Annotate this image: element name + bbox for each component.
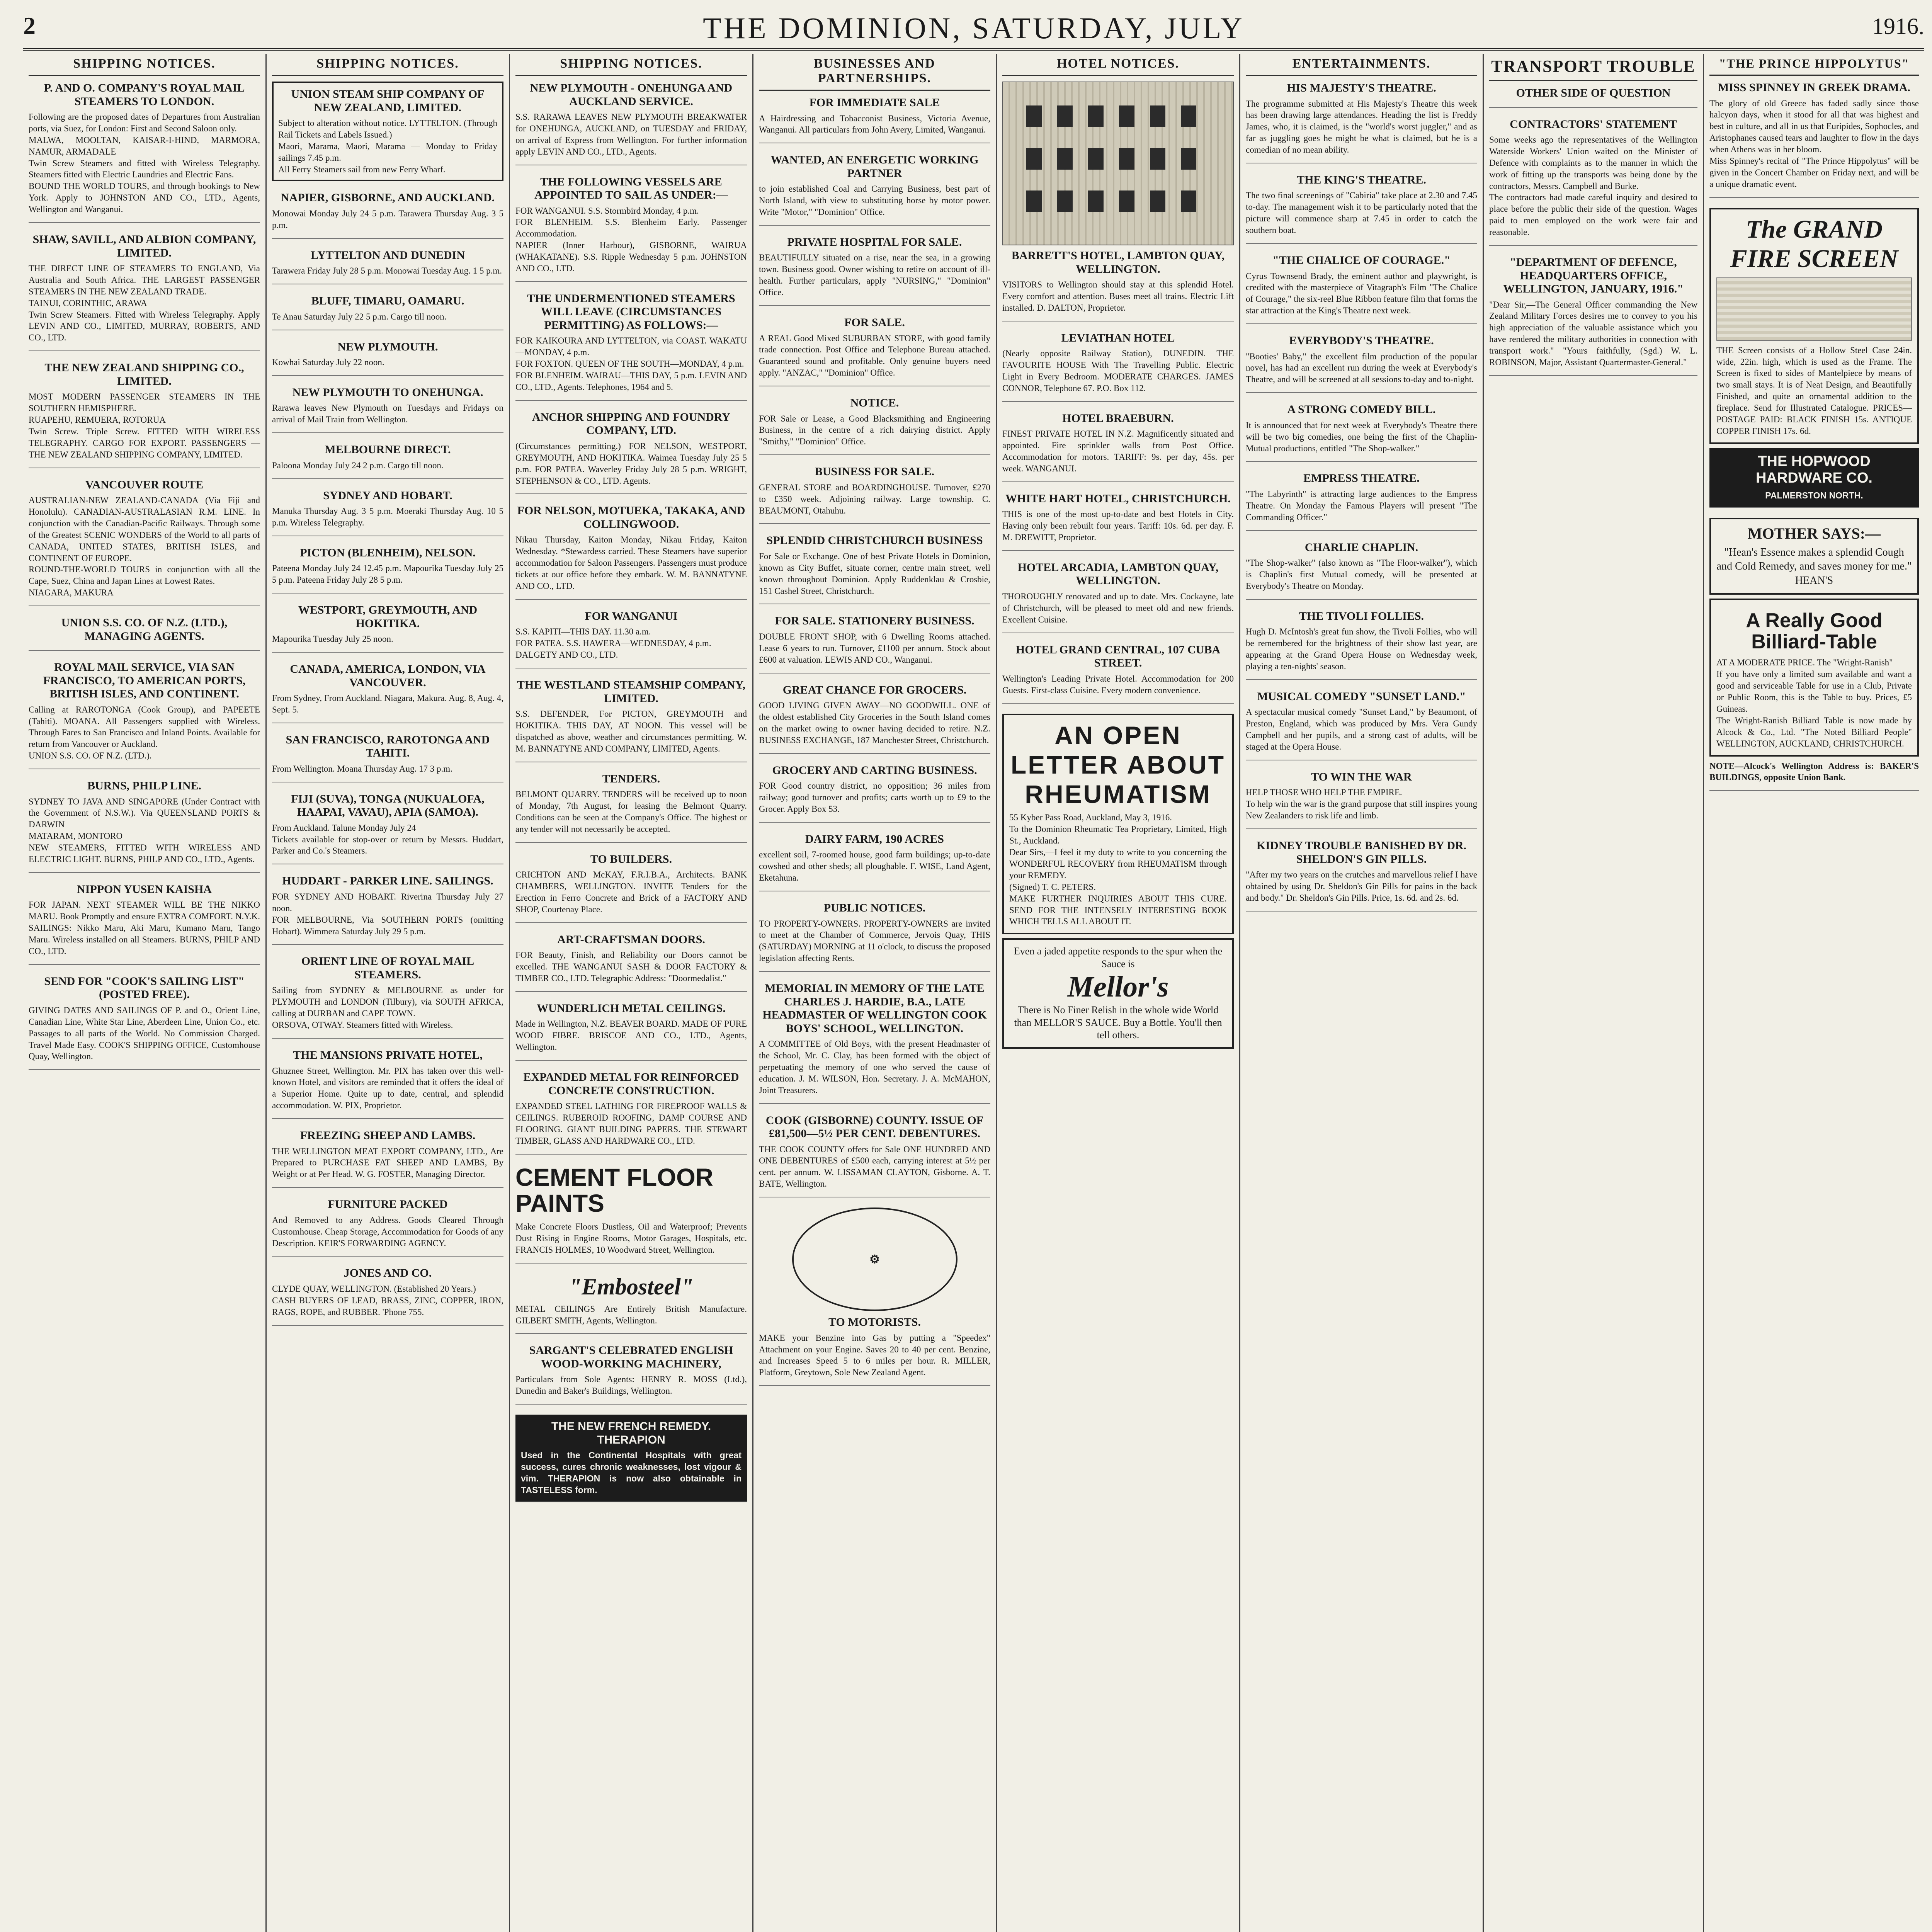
ad-item (759, 1208, 990, 1386)
column-heading: ENTERTAINMENTS. (1246, 54, 1477, 76)
embosteel-logo: "Embosteel" (568, 1274, 694, 1299)
ad-text: From Wellington. Moana Thursday Aug. 17 3 p.m. (272, 764, 452, 774)
ad-heading: MELBOURNE DIRECT. (325, 443, 451, 456)
ad-heading: BARRETT'S HOTEL, LAMBTON QUAY, WELLINGTON. (1011, 249, 1225, 276)
ad-item (29, 233, 260, 351)
article-text: Cyrus Townsend Brady, the eminent author and playwright, is credited with the masterpiece of Vitagraph's Film "The Chalice of Courage," the six-reel Blue Ribbon feature film that forms the star attraction at the King's Theatre next week. (1246, 271, 1477, 316)
article-item (1246, 610, 1477, 680)
ad-text: Mapourika Tuesday July 25 noon. (272, 634, 393, 644)
ad-text: DOUBLE FRONT SHOP, with 6 Dwelling Rooms attached. Lease 6 years to run. Turnover, £1100 per annum. Stock about £600 at valuation. LEWIS AND CO., Wanganui. (759, 631, 990, 665)
ad-item (29, 616, 260, 651)
ad-item (759, 1114, 990, 1198)
ad-heading: SPLENDID CHRISTCHURCH BUSINESS (766, 534, 983, 547)
column-6 (1240, 54, 1484, 1932)
ad-text: AT A MODERATE PRICE. The "Wright-Ranish" If you have only a limited sum available and want a good and serviceable Table for use in a Club, Private or Public Room, this is the Table to buy. Prices, £5 Guineas. The Wright-Ranish Billiard Table is now made by Alcock & Co., Ltd. "The Noted Billiard People" WELLINGTON, AUCKLAND, CHRISTCHURCH. (1716, 658, 1912, 748)
ad-text: And Removed to any Address. Goods Cleared Through Customhouse. Cheap Storage, Accommodation for Goods of any Description. KEIR'S FORWARDING AGENCY. (272, 1215, 503, 1248)
ad-heading: FIJI (SUVA), TONGA (NUKUALOFA, HAAPAI, VAVAU), APIA (SAMOA). (291, 792, 485, 819)
ad-item (759, 153, 990, 226)
article-heading: A STRONG COMEDY BILL. (1287, 403, 1436, 416)
ad-heading: PICTON (BLENHEIM), NELSON. (300, 546, 476, 559)
ad-text: For Sale or Exchange. One of best Private Hotels in Dominion, known as City Buffet, situate corner, centre main street, well known throughout Dominion. Apply Ruddenklau & Crosbie, 151 Cashel Street, Christchurch. (759, 551, 990, 596)
article-heading: THE KING'S THEATRE. (1297, 173, 1426, 186)
ad-text: BELMONT QUARRY. TENDERS will be received up to noon of Monday, 7th August, for leasing the Belmont Quarry. Conditions can be seen at the Company's Office. The highest or any tender will not necessarily be accepted. (515, 789, 747, 834)
article-text: Hugh D. McIntosh's great fun show, the Tivoli Follies, who will be remembered for the brightness of their show last year, are appearing at the Grand Opera House on Wednesday week, playing a ten-nights' season. (1246, 627, 1477, 671)
ad-text: MAKE your Benzine into Gas by putting a "Speedex" Attachment on your Engine. Saves 20 to 40 per cent. Benzine, and Increases Speed 5 to 6 miles per hour. R. MILLER, Platform, Greytown, Sole New Zealand Agent. (759, 1333, 990, 1378)
ad-item (29, 361, 260, 468)
column-heading: TRANSPORT TROUBLE (1489, 54, 1697, 81)
ad-text: FOR SYDNEY AND HOBART. Riverina Thursday July 27 noon. FOR MELBOURNE, Via SOUTHERN PORTS (omitting Hobart). Wimmera Saturday July 29 5 p.m. (272, 891, 503, 936)
ad-text: CRICHTON AND McKAY, F.R.I.B.A., Architects. BANK CHAMBERS, WELLINGTON. INVITE Tenders for the Erection in Ferro Concrete and Brick of a FACTORY AND SHOP, Courtenay Place. (515, 870, 747, 914)
ad-heading: NEW PLYMOUTH - ONEHUNGA AND AUCKLAND SERVICE. (530, 82, 733, 108)
ad-text: TO PROPERTY-OWNERS. PROPERTY-OWNERS are invited to meet at the Chamber of Commerce, Jervois Quay, THIS (SATURDAY) MORNING at 11 o'clock, to discuss the proposed legislation affecting Rents. (759, 918, 990, 963)
ad-heading: NEW PLYMOUTH. (337, 340, 438, 353)
ad-text: Particulars from Sole Agents: HENRY R. MOSS (Ltd.), Dunedin and Baker's Buildings, Wellington. (515, 1374, 747, 1396)
ad-item (272, 443, 503, 479)
ad-text: Sailing from SYDNEY & MELBOURNE as under for PLYMOUTH and LONDON (Tilbury), via SOUTH AFRICA, calling at DURBAN and CAPE TOWN. ORSOVA, OTWAY. Steamers fitted with Wireless. (272, 985, 503, 1030)
column-heading: SHIPPING NOTICES. (29, 54, 260, 76)
ad-text: Calling at RAROTONGA (Cook Group), and PAPEETE (Tahiti). MOANA. All Passengers supplied with Wireless. Through Fares to San Francisco and Inland Points. Available for return from Vancouver or Auckland. UNION S.S. CO. OF N.Z. (LTD.). (29, 704, 260, 761)
rheumatism-headline: AN OPEN LETTER ABOUT RHEUMATISM (1010, 721, 1226, 809)
article-item (1489, 118, 1697, 246)
ad-text: (Circumstances permitting.) FOR NELSON, WESTPORT, GREYMOUTH, AND HOKITIKA. Waimea Tuesday July 25 5 p.m. FOR PATEA. Waverley Friday July 28 5 p.m. WRIGHT, STEPHENSON & CO., LTD. Agents. (515, 441, 747, 486)
ad-item (759, 982, 990, 1104)
ad-item (272, 1267, 503, 1325)
ad-item (515, 772, 747, 843)
ad-item (29, 883, 260, 965)
column-7 (1484, 54, 1704, 1932)
column-heading: "THE PRINCE HIPPOLYTUS" (1709, 54, 1919, 76)
column-1 (23, 54, 267, 1932)
ad-item (29, 779, 260, 873)
ad-heading: NEW PLYMOUTH TO ONEHUNGA. (292, 386, 483, 399)
article-heading: MUSICAL COMEDY "SUNSET LAND." (1257, 690, 1466, 703)
ad-item (1002, 332, 1234, 402)
ad-item (272, 793, 503, 865)
ad-item (759, 901, 990, 972)
ad-text: excellent soil, 7-roomed house, good farm buildings; up-to-date cowshed and other sheds; all ploughable. F. WISE, Land Agent, Eketahuna. (759, 850, 990, 883)
article-text: A spectacular musical comedy "Sunset Land," by Beaumont, of Preston, England, which was produced by Mrs. Vera Gundy Campbell and her pupils, and a strong cast of adults, will be staged at the Opera House. (1246, 707, 1477, 752)
ad-heading: FURNITURE PACKED (328, 1198, 448, 1211)
article-text: Some weeks ago the representatives of the Wellington Waterside Workers' Union waited on the Minister of Defence with complaints as to the manner in which the work of fitting up the transports was being done by the contractors, Messrs. Campbell and Burke. The contractors had made careful inquiry and desired to place before the public their side of the question. Wages paid to men employed on the work were fair and reasonable. (1489, 135, 1697, 237)
article-item (1246, 839, 1477, 912)
ad-text: S.S. DEFENDER, For PICTON, GREYMOUTH and HOKITIKA. THIS DAY, AT NOON. This vessel will be dispatched as above, weather and circumstances permitting. W. M. BANNATYNE AND COMPANY, LIMITED, Agents. (515, 709, 747, 753)
ad-text: EXPANDED STEEL LATHING FOR FIREPROOF WALLS & CEILINGS. RUBEROID ROOFING, DAMP COURSE AND FLOORING. GIANT BUILDING PAPERS. THE STEWART TIMBER, GLASS AND HARDWARE CO., LTD. (515, 1101, 747, 1146)
ad-item (759, 833, 990, 891)
ad-heading: HOTEL BRAEBURN. (1062, 412, 1174, 425)
article-text: "After my two years on the crutches and marvellous relief I have obtained by using Dr. Sheldon's Gin Pills for pains in the back and body." Dr. Sheldon's Gin Pills. Price, 1s. 6d. and 2s. 6d. (1246, 870, 1477, 903)
column-8 (1704, 54, 1924, 1932)
ad-heading: SARGANT'S CELEBRATED ENGLISH WOOD-WORKING MACHINERY, (529, 1344, 733, 1370)
article-item (1246, 403, 1477, 462)
ad-text: S.S. RARAWA LEAVES NEW PLYMOUTH BREAKWATER for ONEHUNGA, AUCKLAND, on TUESDAY and FRIDAY, on arrival of Express from Wellington. For further information apply LEVIN AND CO., LTD., Agents. (515, 112, 747, 156)
ad-text: Monowai Monday July 24 5 p.m. Tarawera Thursday Aug. 3 5 p.m. (272, 208, 503, 230)
fire-screen-ad (1709, 208, 1919, 444)
article-item (1489, 87, 1697, 108)
ad-item (272, 874, 503, 945)
ad-heading: EXPANDED METAL FOR REINFORCED CONCRETE CONSTRUCTION. (523, 1071, 739, 1097)
ad-heading: ROYAL MAIL SERVICE, VIA SAN FRANCISCO, TO AMERICAN PORTS, BRITISH ISLES, AND CONTINENT. (43, 661, 246, 701)
hopwood-hardware-banner (1709, 448, 1919, 508)
article-heading: CHARLIE CHAPLIN. (1304, 541, 1418, 554)
ad-heading: MOTHER SAYS:— (1747, 525, 1881, 543)
ad-text: THE Screen consists of a Hollow Steel Case 24in. wide, 22in. high, which is used as the Frame. The Screen is fixed to sides of Mantelpiece by means of two small stays. It is of Neat Design, and Beautifully Finished, and quite an ornamental addition to the fireplace. Send for Illustrated Catalogue. PRICES—POSTAGE PAID: BLACK FINISH 15s. ANTIQUE COPPER FINISH 17s. 6d. (1716, 345, 1912, 436)
ad-heading: THE UNDERMENTIONED STEAMERS WILL LEAVE (CIRCUMSTANCES PERMITTING) AS FOLLOWS:— (527, 292, 735, 332)
ad-text: AUSTRALIAN-NEW ZEALAND-CANADA (Via Fiji and Honolulu). CANADIAN-AUSTRALASIAN R.M. LINE. In conjunction with the Canadian-Pacific Railways. Through some of the Greatest SCENIC WONDERS of the World to all parts of CANADA, UNITED STATES, BRITISH ISLES, and CONTINENT OF EUROPE. ROUND-THE-WORLD TOURS in conjunction with all the Cape, Suez, China and Japan Lines at Lowest Rates. NIAGARA, MAKURA (29, 495, 260, 598)
ad-heading: GREAT CHANCE FOR GROCERS. (782, 683, 967, 696)
ad-text: Made in Wellington, N.Z. BEAVER BOARD. MADE OF PURE WOOD FIBRE. BRISCOE AND CO., LTD., Agents, Wellington. (515, 1019, 747, 1052)
article-subheading: MISS SPINNEY IN GREEK DRAMA. (1718, 81, 1911, 94)
article-item (1246, 472, 1477, 531)
ad-text: Subject to alteration without notice. LYTTELTON. (Through Rail Tickets and Labels Issued.) Maori, Marama, Maori, Marama — Monday to Friday sailings 7.45 p.m. All Ferry Steamers sail from new Ferry Wharf. (278, 118, 497, 174)
ad-item (515, 679, 747, 762)
ad-item (29, 975, 260, 1070)
ad-heading: A Really Good Billiard-Table (1746, 609, 1883, 653)
ad-text: A COMMITTEE of Old Boys, with the present Headmaster of the School, Mr. C. Clay, has been formed with the object of perpetuating the memory of one who served the cause of education. J. M. WILSON, Hon. Secretary. J. A. McMAHON, Joint Treasurers. (759, 1039, 990, 1095)
masthead (23, 8, 1924, 51)
ad-heading: TO MOTORISTS. (828, 1316, 921, 1329)
ad-text: THE DIRECT LINE OF STEAMERS TO ENGLAND, Via Australia and South Africa. THE LARGEST PASSENGER STEAMERS IN THE NEW ZEALAND TRADE. TAINUI, CORINTHIC, ARAWA Twin Screw Steamers. Fitted with Wireless Telegraphy. Apply LEVIN AND CO., LIMITED, MURRAY, ROBERTS, AND CO., LTD. (29, 264, 260, 343)
ad-heading: PRIVATE HOSPITAL FOR SALE. (787, 235, 962, 248)
carburettor-illustration: ⚙ (792, 1208, 957, 1311)
ad-item (759, 764, 990, 823)
article-text: The glory of old Greece has faded sadly since those halcyon days, when it stood for all that was highest and best in culture, and all in us that Euripides, Sophocles, and Aristophanes caused tears and laughter to flow in the days when Athens was in her bloom. Miss Spinney's recital of "The Prince Hippolytus" will be given in the Concert Chamber on Friday next, and will be a unique dramatic event. (1709, 98, 1919, 189)
ad-heading: JONES AND CO. (344, 1267, 432, 1280)
article-text: "The Labyrinth" is attracting large audiences to the Empress Theatre. On Monday the Famous Players will present "The Commanding Officer." (1246, 489, 1477, 522)
ad-text: Following are the proposed dates of Departures from Australian ports, via Suez, for London: First and Second Saloon only. MALWA, MOOLTAN, KAISAR-I-HIND, MARMORA, NAMUR, ARMADALE Twin Screw Steamers and fitted with Wireless Telegraphy. Steamers fitted with Electric Laundries and Electric Fans. BOUND THE WORLD TOURS, and through bookings to New York. Apply to JOHNSTON AND CO., LTD., Agents, Wellington and Wanganui. (29, 112, 260, 214)
ad-heading: HOTEL ARCADIA, LAMBTON QUAY, WELLINGTON. (1017, 561, 1219, 587)
ad-item (515, 1274, 747, 1334)
ad-heading: ART-CRAFTSMAN DOORS. (557, 933, 705, 946)
column-heading: BUSINESSES AND PARTNERSHIPS. (759, 54, 990, 91)
article-heading: EVERYBODY'S THEATRE. (1289, 334, 1434, 347)
ad-text: to join established Coal and Carrying Business, best part of North Island, with view to substituting horse by motor power. Write "Motor," "Dominion" Office. (759, 184, 990, 217)
article-heading: KIDNEY TROUBLE BANISHED BY DR. SHELDON'S GIN PILLS. (1256, 839, 1467, 866)
article-heading: EMPRESS THEATRE. (1303, 472, 1420, 485)
column-2 (267, 54, 510, 1932)
column-3 (510, 54, 753, 1932)
column-5 (997, 54, 1240, 1932)
ad-text: Kowhai Saturday July 22 noon. (272, 357, 384, 367)
ad-text: CLYDE QUAY, WELLINGTON. (Established 20 Years.) CASH BUYERS OF LEAD, BRASS, ZINC, COPPER, IRON, RAGS, ROPE, and RUBBER. 'Phone 755. (272, 1284, 503, 1317)
ad-item (759, 614, 990, 673)
column-4 (753, 54, 997, 1932)
ad-heading: WANTED, AN ENERGETIC WORKING PARTNER (770, 153, 979, 180)
page-number: 2 (23, 12, 36, 39)
ad-item (272, 82, 503, 181)
ad-item (1709, 760, 1919, 791)
ad-heading: ORIENT LINE OF ROYAL MAIL STEAMERS. (301, 955, 474, 981)
ad-text: SYDNEY TO JAVA AND SINGAPORE (Under Contract with the Government of N.S.W.). Via QUEENSLAND PORTS & DARWIN MATARAM, MONTORO NEW STEAMERS, FITTED WITH WIRELESS AND ELECTRIC LIGHT. BURNS, PHILP AND CO., LTD., Agents. (29, 796, 260, 864)
ad-heading: WESTPORT, GREYMOUTH, AND HOKITIKA. (298, 604, 478, 630)
article-text: "Booties' Baby," the excellent film production of the popular novel, has had an excellent run during the week at Everybody's Theatre, and will be screened at all sessions to-day and to-night. (1246, 351, 1477, 384)
ad-item (1002, 643, 1234, 704)
ad-text: VISITORS to Wellington should stay at this splendid Hotel. Every comfort and attention. Buses meet all trains. Electric Lift installed. D. DALTON, Proprietor. (1002, 280, 1234, 313)
article-item (1246, 254, 1477, 324)
article-text: It is announced that for next week at Everybody's Theatre there will be two big comedies, one being the first of the Chaplin-Mutual productions, entitled "The Shop-walker." (1246, 420, 1477, 453)
article-text: HELP THOSE WHO HELP THE EMPIRE. To help win the war is the grand purpose that still inspires young New Zealanders to risk life and limb. (1246, 787, 1477, 821)
ad-item (272, 733, 503, 782)
ad-item (1002, 82, 1234, 321)
billiard-table-ad (1709, 599, 1919, 756)
ad-text: A Hairdressing and Tobacconist Business, Victoria Avenue, Wanganui. All particulars from John Avery, Limited, Wanganui. (759, 113, 990, 135)
ad-item (515, 1344, 747, 1405)
article-item (1246, 770, 1477, 829)
ad-item (515, 1002, 747, 1061)
ad-item (759, 534, 990, 604)
article-text: The two final screenings of "Cabiria" take place at 2.30 and 7.45 to-day. The management wish it to be particularly noted that the picture will commence sharp at 7.45 in order to catch the southern boat. (1246, 190, 1477, 235)
ad-item (515, 411, 747, 495)
ad-heading: COOK (GISBORNE) COUNTY. ISSUE OF £81,500—5½ PER CENT. DEBENTURES. (765, 1114, 984, 1140)
ad-heading: FOR SALE. (844, 316, 905, 329)
heans-essence-ad (1709, 518, 1919, 595)
ad-heading: UNION STEAM SHIP COMPANY OF NEW ZEALAND, LIMITED. (291, 88, 485, 114)
article-heading: TO WIN THE WAR (1311, 770, 1412, 783)
ad-text: From Auckland. Talune Monday July 24 Tickets available for stop-over or return by Messrs. Huddart, Parker and Co.'s Steamers. (272, 823, 503, 856)
ad-heading: THE NEW FRENCH REMEDY. THERAPION (551, 1420, 711, 1446)
ad-heading: MEMORIAL IN MEMORY OF THE LATE CHARLES J. HARDIE, B.A., LATE HEADMASTER OF WELLINGTON COOK BOYS' SCHOOL, WELLINGTON. (762, 982, 987, 1035)
ad-heading: FREEZING SHEEP AND LAMBS. (300, 1129, 476, 1142)
ad-item (759, 96, 990, 143)
article-subheading: OTHER SIDE OF QUESTION (1516, 87, 1671, 99)
ad-item (272, 191, 503, 238)
ad-heading: SYDNEY AND HOBART. (323, 489, 452, 502)
ad-item (1002, 561, 1234, 633)
ad-heading: THE WESTLAND STEAMSHIP COMPANY, LIMITED. (517, 679, 746, 705)
hotel-building-illustration (1002, 82, 1234, 245)
ad-heading: FOR SALE. STATIONERY BUSINESS. (775, 614, 975, 628)
ad-heading: Even a jaded appetite responds to the spur when the Sauce is (1014, 946, 1223, 969)
ad-item (272, 489, 503, 536)
ad-item (29, 478, 260, 607)
article-text: "The Shop-walker" (also known as "The Floor-walker"), which is Chaplin's first Mutual comedy, will be presented at Everybody's Theatre on Monday. (1246, 558, 1477, 591)
article-heading: "THE CHALICE OF COURAGE." (1272, 254, 1451, 267)
ad-text: Make Concrete Floors Dustless, Oil and Waterproof; Prevents Dust Rising in Engine Rooms, Motor Garages, Hospitals, etc. FRANCIS HOLMES, 10 Woodward Street, Wellington. (515, 1222, 747, 1255)
ad-heading: WHITE HART HOTEL, CHRISTCHURCH. (1005, 492, 1231, 505)
article-subheading: CONTRACTORS' STATEMENT (1510, 117, 1677, 131)
ad-item (515, 1165, 747, 1264)
ad-text: FOR WANGANUI. S.S. Stormbird Monday, 4 p.m. FOR BLENHEIM. S.S. Blenheim Early. Passenger Accommodation. NAPIER (Inner Harbour), GISBORNE, WAIRUA (WHAKATANE). S.S. Ripple Wednesday 5 p.m. JOHNSTON AND CO., LTD. (515, 206, 747, 274)
ad-text: MOST MODERN PASSENGER STEAMERS IN THE SOUTHERN HEMISPHERE. RUAPEHU, REMUERA, ROTORUA Twin Screw. Triple Screw. FITTED WITH WIRELESS TELEGRAPHY. CARGO FOR EXPORT. PASSENGERS — THE NEW ZEALAND SHIPPING COMPANY, LIMITED. (29, 392, 260, 459)
ad-heading: GROCERY AND CARTING BUSINESS. (772, 764, 977, 777)
ad-item (272, 663, 503, 723)
ad-text: Rarawa leaves New Plymouth on Tuesdays and Fridays on arrival of Mail Train from Wellington. (272, 403, 503, 425)
ad-text: 55 Kyber Pass Road, Auckland, May 3, 1916. To the Dominion Rheumatic Tea Proprietary, Limited, High St., Auckland. Dear Sirs,—I feel it my duty to write to you concerning the WONDERFUL RECOVERY from RHEUMATISM through your REMEDY. (Signed) T. C. PETERS. MAKE FURTHER INQUIRIES ABOUT THIS CURE. SEND FOR THE INTENSELY INTERESTING BOOK WHICH TELLS ALL ABOUT IT. (1009, 813, 1227, 927)
ad-heading: NIPPON YUSEN KAISHA (77, 883, 212, 896)
ad-text: Te Anau Saturday July 22 5 p.m. Cargo till noon. (272, 311, 447, 321)
ad-heading: NOTICE. (850, 396, 899, 410)
ad-text: THE COOK COUNTY offers for Sale ONE HUNDRED AND ONE DEBENTURES of £500 each, carrying interest at 5½ per cent. per annum. W. LISSAMAN CLAYTON, Gisborne. A. T. BATE, Wellington. (759, 1144, 990, 1189)
ad-heading: SEND FOR "COOK'S SAILING LIST" (POSTED FREE). (44, 975, 245, 1001)
article-item (1246, 82, 1477, 163)
ad-heading: BURNS, PHILP LINE. (87, 779, 202, 793)
ad-text: A REAL Good Mixed SUBURBAN STORE, with good family trade connection. Post Office and Telephone Bureau attached. Guaranteed sound and profitable. Only genuine buyers need apply. "ANZAC," "Dominion" Office. (759, 333, 990, 378)
ad-heading: FOR IMMEDIATE SALE (809, 96, 940, 109)
ad-text: THE WELLINGTON MEAT EXPORT COMPANY, LTD., Are Prepared to PURCHASE FAT SHEEP AND LAMBS, By Weight or at Per Head. W. G. FOSTER, Managing Director. (272, 1146, 503, 1179)
article-item (1489, 256, 1697, 376)
mellors-sauce-ad (1002, 938, 1234, 1049)
ad-text: FINEST PRIVATE HOTEL IN N.Z. Magnificently situated and appointed. Fire sprinkler walls from Post Office. Accommodation for motors. TARIFF: 9s. per day, 45s. per week. WANGANUI. (1002, 429, 1234, 473)
ad-item (515, 82, 747, 165)
ad-item (272, 340, 503, 376)
ad-item (759, 316, 990, 386)
article-text: "Dear Sir,—The General Officer commanding the New Zealand Military Forces desires me to convey to you his high appreciation of the valuable assistance which you have rendered the military authorities in connection with transport work." "Yours faithfully, (Sgd.) W. L. ROBINSON, Major, Assistant Quartermaster-General." (1489, 299, 1697, 367)
ad-heading: THE NEW ZEALAND SHIPPING CO., LIMITED. (44, 361, 244, 388)
rheumatism-ad (1002, 714, 1234, 934)
ad-heading: WUNDERLICH METAL CEILINGS. (537, 1002, 726, 1015)
ad-text: Nikau Thursday, Kaiton Monday, Nikau Friday, Kaiton Wednesday. *Stewardess carried. These Steamers have superior accommodation for Saloon Passengers. Passengers must produce tickets at our office before they embark. W. M. BANNATYNE AND CO., LTD. (515, 535, 747, 591)
fire-screen-title: The GRAND FIRE SCREEN (1730, 215, 1898, 273)
ad-heading: SHAW, SAVILL, AND ALBION COMPANY, LIMITED. (32, 233, 256, 259)
ad-heading: DAIRY FARM, 190 ACRES (805, 832, 944, 845)
newspaper-title: THE DOMINION, SATURDAY, JULY (703, 11, 1245, 45)
ad-text: FOR Good country district, no opposition; 36 miles from railway; good turnover and profits; carts worth up to £9 to the Grocer. Apply Box 53. (759, 781, 990, 814)
ad-heading: VANCOUVER ROUTE (85, 478, 204, 491)
column-heading: SHIPPING NOTICES. (515, 54, 747, 76)
ad-text: "Hean's Essence makes a splendid Cough and Cold Remedy, and saves money for me." HEAN'S (1716, 546, 1912, 587)
ad-item (759, 684, 990, 754)
ad-text: (Nearly opposite Railway Station), DUNEDIN. THE FAVOURITE HOUSE With The Travelling Public. Electric Light in Every Bedroom. MODERATE CHARGES. JAMES CONNOR, Telephone 67. P.O. Box 112. (1002, 349, 1234, 393)
ad-text: Tarawera Friday July 28 5 p.m. Monowai Tuesday Aug. 1 5 p.m. (272, 266, 502, 276)
ad-heading: BUSINESS FOR SALE. (815, 465, 935, 478)
ad-heading: CANADA, AMERICA, LONDON, VIA VANCOUVER. (290, 663, 486, 689)
ad-heading: SAN FRANCISCO, RAROTONGA AND TAHITI. (286, 733, 490, 760)
article-heading: HIS MAJESTY'S THEATRE. (1287, 82, 1436, 94)
ad-item (272, 546, 503, 594)
ad-item (1002, 412, 1234, 482)
cement-floor-paints-logo: CEMENT FLOOR PAINTS (515, 1163, 713, 1217)
ad-heading: LYTTELTON AND DUNEDIN (310, 248, 465, 262)
ad-text: From Sydney, From Auckland. Niagara, Makura. Aug. 8, Aug. 4, Sept. 5. (272, 693, 503, 714)
ad-text: Manuka Thursday Aug. 3 5 p.m. Moeraki Thursday Aug. 10 5 p.m. Wireless Telegraphy. (272, 506, 503, 527)
ad-text: Pateena Monday July 24 12.45 p.m. Mapourika Tuesday July 25 5 p.m. Pateena Friday July 28 5 p.m. (272, 563, 503, 585)
ad-heading: UNION S.S. CO. OF N.Z. (LTD.), MANAGING AGENTS. (61, 616, 228, 643)
ad-item (759, 465, 990, 524)
ad-heading: FOR NELSON, MOTUEKA, TAKAKA, AND COLLINGWOOD. (517, 504, 745, 531)
ad-heading: HUDDART - PARKER LINE. SAILINGS. (282, 874, 493, 888)
ad-text: FOR JAPAN. NEXT STEAMER WILL BE THE NIKKO MARU. Book Promptly and ensure EXTRA COMFORT. N.Y.K. SAILINGS: Nikko Maru, Aki Maru, Kumano Maru, Tango Maru. Wireless installed on all Steamers. BURNS, PHILP AND CO., LTD. (29, 900, 260, 956)
mellors-logo: Mellor's (1067, 971, 1169, 1003)
ad-text: PALMERSTON NORTH. (1765, 490, 1863, 501)
ad-heading: ANCHOR SHIPPING AND FOUNDRY COMPANY, LTD. (532, 410, 731, 437)
ad-heading: TO BUILDERS. (590, 852, 672, 866)
ad-item (29, 661, 260, 769)
ad-item (515, 175, 747, 282)
column-heading: SHIPPING NOTICES. (272, 54, 503, 76)
article-heading: THE TIVOLI FOLLIES. (1299, 609, 1424, 622)
fire-screen-illustration (1716, 277, 1912, 341)
article-subheading: "DEPARTMENT OF DEFENCE, HEADQUARTERS OFFICE, WELLINGTON, JANUARY, 1916." (1503, 256, 1684, 296)
ad-heading: NAPIER, GISBORNE, AND AUCKLAND. (281, 191, 495, 204)
ad-item (272, 1129, 503, 1188)
ad-item (272, 294, 503, 330)
ad-heading: BLUFF, TIMARU, OAMARU. (311, 294, 464, 308)
ad-item (272, 1049, 503, 1119)
ad-text: GENERAL STORE and BOARDINGHOUSE. Turnover, £270 to £350 week. Adjoining railway. Large township. C. BEAUMONT, Otahuhu. (759, 482, 990, 515)
ad-item (1002, 492, 1234, 551)
ad-text: Used in the Continental Hospitals with great success, cures chronic weaknesses, lost vigour & vim. THERAPION is now also obtainable in TASTELESS form. (521, 1450, 742, 1495)
ad-heading: P. AND O. COMPANY'S ROYAL MAIL STEAMERS TO LONDON. (44, 82, 245, 108)
ad-item (29, 82, 260, 223)
ad-heading: LEVIATHAN HOTEL (1061, 331, 1175, 344)
ad-heading: FOR WANGANUI (585, 609, 678, 622)
article-item (1246, 334, 1477, 393)
ad-text: BEAUTIFULLY situated on a rise, near the sea, in a growing town. Business good. Owner wishing to retire on account of ill-health. Further particulars, apply "NURSING," "Dominion" Office. (759, 253, 990, 298)
article-item (1246, 173, 1477, 244)
ad-item (515, 933, 747, 992)
ad-text: GIVING DATES AND SAILINGS OF P. and O., Orient Line, Canadian Line, White Star Line, Aberdeen Line, Union Co., etc. Passages to all parts of the World. No Commission Charged. Travel Made Easy. COOK'S SHIPPING OFFICE, Customhouse Quay, Wellington. (29, 1005, 260, 1061)
ad-heading: THE MANSIONS PRIVATE HOTEL, (293, 1049, 483, 1061)
therapion-ad (515, 1415, 747, 1502)
ad-heading: HOTEL GRAND CENTRAL, 107 CUBA STREET. (1015, 643, 1221, 670)
ad-item (515, 504, 747, 599)
ad-item (272, 1198, 503, 1257)
issue-year: 1916. (1872, 14, 1924, 39)
ad-text: THOROUGHLY renovated and up to date. Mrs. Cockayne, late of Christchurch, will be pleased to meet old and new friends. Excellent Cuisine. (1002, 591, 1234, 624)
article-item (1709, 81, 1919, 198)
ad-text: NOTE—Alcock's Wellington Address is: BAKER'S BUILDINGS, opposite Union Bank. (1709, 761, 1919, 782)
ad-item (515, 610, 747, 668)
ad-text: S.S. KAPITI—THIS DAY. 11.30 a.m. FOR PATEA. S.S. HAWERA—WEDNESDAY, 4 p.m. DALGETY AND CO., LTD. (515, 627, 711, 660)
article-item (1246, 690, 1477, 760)
ad-text: There is No Finer Relish in the whole wide World than MELLOR'S SAUCE. Buy a Bottle. You'll then tell others. (1014, 1004, 1222, 1041)
ad-text: Ghuznee Street, Wellington. Mr. PIX has taken over this well-known Hotel, and visitors are reminded that it offers the ideal of a Superior Home. Quite up to date, central, and splendid accommodation. W. PIX, Proprietor. (272, 1066, 503, 1111)
ad-heading: THE FOLLOWING VESSELS ARE APPOINTED TO SAIL AS UNDER:— (534, 175, 728, 202)
ad-item (272, 604, 503, 653)
ad-item (515, 1071, 747, 1155)
ad-item (759, 236, 990, 306)
ad-item (515, 292, 747, 401)
ad-text: Paloona Monday July 24 2 p.m. Cargo till noon. (272, 460, 444, 470)
ad-text: FOR Beauty, Finish, and Reliability our Doors cannot be excelled. THE WANGANUI SASH & DOOR FACTORY & TIMBER CO., LTD. Telegraphic Address: "Doormedalist." (515, 950, 747, 983)
ad-heading: THE HOPWOOD HARDWARE CO. (1756, 453, 1872, 486)
ad-text: GOOD LIVING GIVEN AWAY—NO GOODWILL. ONE of the oldest established City Groceries in the South Island comes on the market owing to owner having decided to retire. N.Z. BUSINESS EXCHANGE, 187 Manchester Street, Christchurch. (759, 701, 990, 745)
ad-heading: TENDERS. (602, 772, 660, 785)
ad-item (515, 853, 747, 923)
column-heading: HOTEL NOTICES. (1002, 54, 1234, 76)
page-columns (23, 54, 1924, 1932)
article-text: The programme submitted at His Majesty's Theatre this week has been drawing large attendances. Heading the list is Freddy James, who, it is claimed, is the "world's worst juggler," and as far as juggling goes he might be what is claimed, but he is a comedian of no mean ability. (1246, 99, 1477, 155)
ad-item (272, 386, 503, 433)
ad-text: THIS is one of the most up-to-date and best Hotels in City. Having only been rebuilt four years. Tariff: 10s. 6d. per day. F. M. DREWITT, Proprietor. (1002, 509, 1234, 543)
ad-text: Wellington's Leading Private Hotel. Accommodation for 200 Guests. First-class Cuisine. Every modern convenience. (1002, 673, 1234, 695)
article-item (1246, 541, 1477, 600)
ad-item (272, 249, 503, 284)
ad-item (272, 955, 503, 1039)
ad-text: METAL CEILINGS Are Entirely British Manufacture. GILBERT SMITH, Agents, Wellington. (515, 1304, 747, 1325)
ad-item (759, 396, 990, 455)
ad-text: FOR KAIKOURA AND LYTTELTON, via COAST. WAKATU—MONDAY, 4 p.m. FOR FOXTON. QUEEN OF THE SOUTH—MONDAY, 4 p.m. FOR BLENHEIM. WAIRAU—THIS DAY, 5 p.m. LEVIN AND CO., LTD., Agents. Telephones, 1964 and 5. (515, 336, 747, 392)
ad-text: FOR Sale or Lease, a Good Blacksmithing and Engineering Business, in the centre of a rich dairying district. Apply "Smithy," "Dominion" Office. (759, 413, 990, 447)
ad-heading: PUBLIC NOTICES. (823, 901, 926, 915)
